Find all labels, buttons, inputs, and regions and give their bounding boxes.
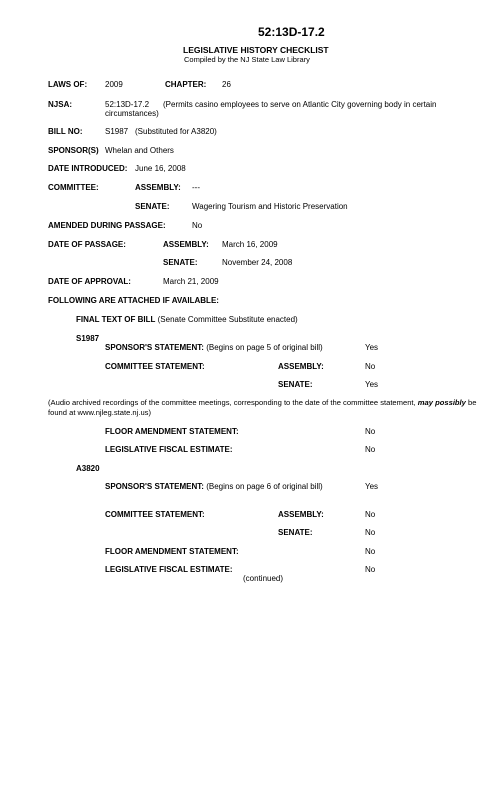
approval-label: DATE OF APPROVAL: — [48, 277, 131, 286]
chapter-label: CHAPTER: — [165, 80, 207, 89]
passage-label: DATE OF PASSAGE: — [48, 240, 126, 249]
passage-assembly-value: March 16, 2009 — [222, 240, 278, 249]
checklist-heading: LEGISLATIVE HISTORY CHECKLIST — [183, 45, 329, 55]
s1987-floor-label: FLOOR AMENDMENT STATEMENT: — [105, 427, 239, 436]
a3820-assembly-label: ASSEMBLY: — [278, 510, 324, 519]
page-title: 52:13D-17.2 — [258, 25, 325, 39]
attached-heading: FOLLOWING ARE ATTACHED IF AVAILABLE: — [48, 296, 219, 305]
sponsors-label: SPONSOR(S) — [48, 146, 99, 155]
compiled-by: Compiled by the NJ State Law Library — [184, 55, 310, 64]
njsa-citation: 52:13D-17.2 — [105, 100, 150, 109]
audio-note-emphasis: may possibly — [417, 398, 466, 407]
njsa-label: NJSA: — [48, 100, 73, 109]
continued-note: (continued) — [243, 574, 284, 583]
bill-value: S1987 — [105, 127, 129, 136]
audio-archive-note — [48, 398, 484, 418]
a3820-senate-label: SENATE: — [278, 528, 313, 537]
committee-senate-label: SENATE: — [135, 202, 170, 211]
introduced-label: DATE INTRODUCED: — [48, 164, 128, 173]
s1987-floor-value: No — [365, 427, 376, 436]
a3820-committee-label: COMMITTEE STATEMENT: — [105, 510, 205, 519]
s1987-senate-label: SENATE: — [278, 380, 313, 389]
a3820-sponsor-row — [105, 482, 323, 491]
audio-note-url-line: be found at www.njleg.state.nj.us) — [48, 398, 477, 417]
passage-assembly-label: ASSEMBLY: — [163, 240, 209, 249]
committee-assembly-value: --- — [192, 183, 200, 192]
s1987-sponsor-row — [105, 343, 323, 352]
a3820-floor-label: FLOOR AMENDMENT STATEMENT: — [105, 547, 239, 556]
laws-value: 2009 — [105, 80, 123, 89]
bill-label: BILL NO: — [48, 127, 83, 136]
s1987-sponsor-label: SPONSOR'S STATEMENT: — [105, 343, 204, 352]
a3820-heading: A3820 — [76, 464, 100, 473]
a3820-fiscal-label: LEGISLATIVE FISCAL ESTIMATE: — [105, 565, 233, 574]
s1987-sponsor-note: (Begins on page 5 of original bill) — [206, 343, 323, 352]
s1987-sponsor-value: Yes — [365, 343, 379, 352]
s1987-fiscal-label: LEGISLATIVE FISCAL ESTIMATE: — [105, 445, 233, 454]
passage-senate-label: SENATE: — [163, 258, 198, 267]
amended-label: AMENDED DURING PASSAGE: — [48, 221, 166, 230]
a3820-sponsor-note: (Begins on page 6 of original bill) — [206, 482, 323, 491]
s1987-committee-label: COMMITTEE STATEMENT: — [105, 362, 205, 371]
s1987-heading: S1987 — [76, 334, 100, 343]
audio-note-text: (Audio archived recordings of the committee meetings, corresponding to the date of the committee statement, — [48, 398, 416, 407]
final-text-note: (Senate Committee Substitute enacted) — [157, 315, 298, 324]
committee-label: COMMITTEE: — [48, 183, 99, 192]
final-text-row — [76, 315, 298, 324]
njsa-description-line1: (Permits casino employees to serve on Atlantic City governing body in certain — [163, 100, 437, 109]
s1987-fiscal-value: No — [365, 445, 376, 454]
s1987-assembly-value: No — [365, 362, 376, 371]
passage-senate-value: November 24, 2008 — [222, 258, 293, 267]
a3820-sponsor-value: Yes — [365, 482, 379, 491]
njsa-description-line2: circumstances) — [105, 109, 159, 118]
a3820-senate-value: No — [365, 528, 376, 537]
committee-assembly-label: ASSEMBLY: — [135, 183, 181, 192]
laws-label: LAWS OF: — [48, 80, 88, 89]
amended-value: No — [192, 221, 203, 230]
a3820-fiscal-value: No — [365, 565, 376, 574]
a3820-sponsor-label: SPONSOR'S STATEMENT: — [105, 482, 204, 491]
approval-value: March 21, 2009 — [163, 277, 219, 286]
introduced-value: June 16, 2008 — [135, 164, 186, 173]
s1987-senate-value: Yes — [365, 380, 379, 389]
final-text-label: FINAL TEXT OF BILL — [76, 315, 156, 324]
committee-senate-value: Wagering Tourism and Historic Preservation — [192, 202, 348, 211]
sponsors-value: Whelan and Others — [105, 146, 174, 155]
a3820-assembly-value: No — [365, 510, 376, 519]
s1987-assembly-label: ASSEMBLY: — [278, 362, 324, 371]
a3820-floor-value: No — [365, 547, 376, 556]
bill-note: (Substituted for A3820) — [135, 127, 217, 136]
chapter-value: 26 — [222, 80, 231, 89]
